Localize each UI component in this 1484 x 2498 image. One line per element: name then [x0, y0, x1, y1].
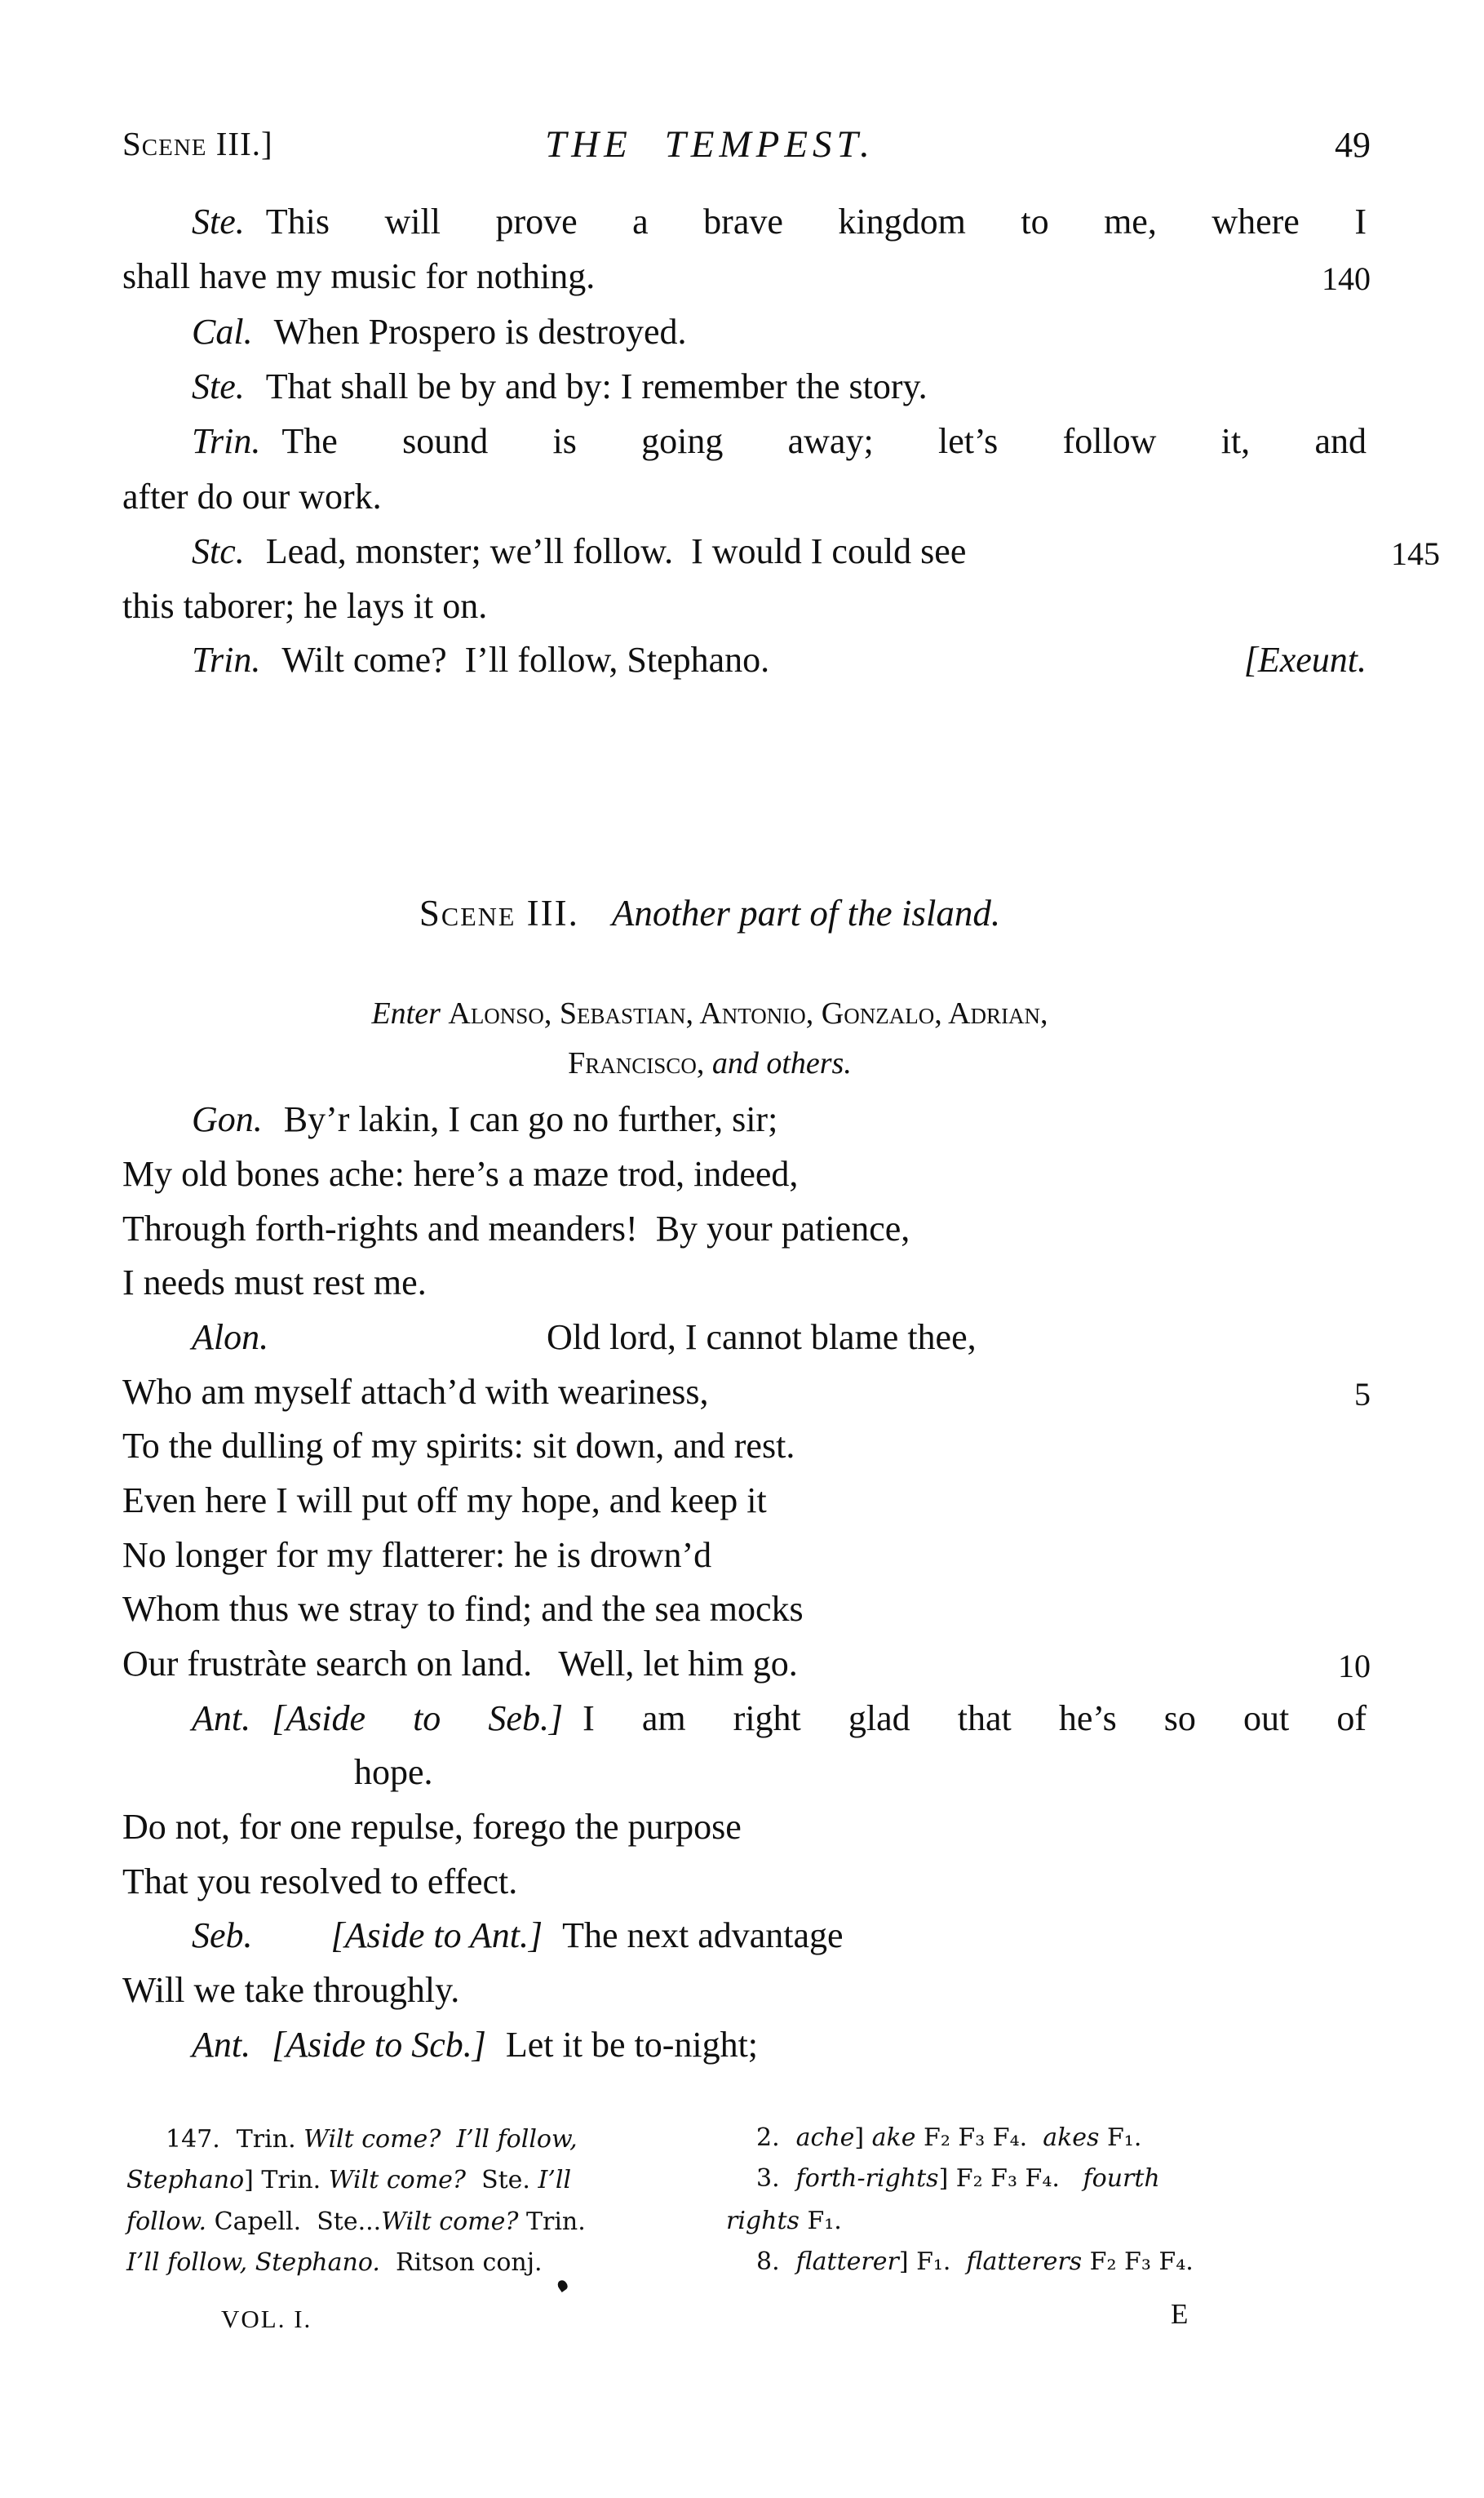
- dialogue-line: [122, 584, 1297, 628]
- footnote-text: ache: [795, 2123, 855, 2152]
- dialogue-line: [122, 310, 1367, 354]
- footnote-text: follow.: [126, 2207, 207, 2236]
- verse-line: [122, 1968, 1297, 2012]
- footnote-text: ]: [854, 2123, 872, 2152]
- line-number: 5: [1354, 1376, 1371, 1413]
- speech-prefix: Ste.: [192, 366, 245, 406]
- footnote-text: ake: [871, 2123, 916, 2152]
- verse-line: [122, 1533, 1297, 1577]
- verse-text: Old lord, I cannot blame thee,: [547, 1317, 977, 1357]
- dialogue-line: [122, 255, 1371, 299]
- volume-label: VOL. I.: [221, 2305, 312, 2333]
- verse-line: [122, 1805, 1297, 1849]
- entrance-names: Francisco,: [568, 1046, 705, 1080]
- footnote-text: Capell. Ste...: [206, 2207, 382, 2236]
- verse-line: [122, 1261, 1297, 1305]
- footnote-text: Ste.: [466, 2166, 538, 2194]
- speech-prefix: Ste.: [192, 202, 245, 242]
- footnote-text: F₂ F₃ F₄.: [1082, 2247, 1194, 2276]
- footnote-text: forth-rights: [795, 2164, 939, 2193]
- footnote-text: ] F₁.: [898, 2247, 967, 2276]
- footnote-line: [126, 2122, 745, 2158]
- verse-line: [122, 2023, 1367, 2067]
- line-number: 140: [1322, 260, 1371, 297]
- verse-line: [122, 1316, 1367, 1360]
- page-number: 49: [1335, 125, 1371, 165]
- aside-direction: [Aside to Scb.]: [272, 2025, 486, 2065]
- verse-line: [122, 1587, 1297, 1631]
- aside-direction: [Aside to Ant.]: [330, 1915, 543, 1955]
- footnote-text: akes: [1043, 2123, 1100, 2152]
- verse-text: By’r lakin, I can go no further, sir;: [283, 1099, 778, 1139]
- verse-line: [122, 1860, 1297, 1904]
- footnote-text: Trin.: [236, 2125, 304, 2154]
- stage-direction-exit: [Exeunt.: [1243, 640, 1367, 680]
- line-number: 10: [1338, 1648, 1371, 1684]
- dialogue-text: Lead, monster; we’ll follow. I would I could see: [265, 531, 967, 571]
- footnote-line: [726, 2161, 1336, 2197]
- footnote-text: Stephano: [126, 2166, 245, 2194]
- footnote-line: [726, 2203, 1305, 2239]
- scene-heading: [122, 891, 1297, 935]
- footnote-text: F₁.: [1099, 2123, 1142, 2152]
- footnote-text: flatterers: [966, 2247, 1083, 2276]
- verse-text: hope.: [354, 1752, 433, 1792]
- page-header: [122, 123, 1371, 166]
- footnote-line: [726, 2120, 1336, 2156]
- speech-prefix: Alon.: [192, 1317, 269, 1357]
- footnote-text: I’ll: [538, 2166, 572, 2194]
- footnote-text: rights: [726, 2207, 800, 2235]
- verse-line: [122, 1098, 1367, 1142]
- entrance-names: Alonso, Sebastian, Antonio, Gonzalo, Adrian,: [448, 996, 1048, 1031]
- line-number: 145: [1391, 535, 1440, 572]
- dialogue-text: this taborer; he lays it on.: [122, 586, 488, 626]
- footnote-line: [126, 2245, 706, 2281]
- dialogue-text: Wilt come? I’ll follow, Stephano.: [281, 640, 770, 680]
- verse-line: [122, 1370, 1371, 1414]
- footnote-text: fourth: [1083, 2164, 1160, 2193]
- dialogue-line: [122, 200, 1367, 244]
- dialogue-line: [122, 638, 1367, 682]
- verse-line: [122, 1697, 1367, 1741]
- dialogue-line: [122, 530, 1440, 574]
- verse-text: My old bones ache: here’s a maze trod, indeed,: [122, 1154, 799, 1194]
- verse-line: [122, 1642, 1371, 1686]
- dialogue-text: The sound is going away; let’s follow it, and: [281, 421, 1367, 461]
- footnote-number: 3.: [756, 2164, 780, 2193]
- scene-location: Another part of the island.: [611, 893, 1001, 934]
- footnote-number: 147.: [166, 2125, 220, 2154]
- verse-line: [122, 1750, 1484, 1795]
- footnote-line: [126, 2204, 706, 2240]
- speech-prefix: Trin.: [192, 640, 261, 680]
- speech-prefix: Ant.: [192, 1698, 251, 1738]
- verse-text: The next advantage: [562, 1915, 844, 1955]
- speech-prefix: Seb.: [192, 1915, 253, 1955]
- verse-text: Let it be to-night;: [505, 2025, 759, 2065]
- footnote-text: Wilt come? I’ll follow,: [303, 2125, 578, 2154]
- entrance-direction-line: [122, 992, 1297, 1036]
- verse-line: [122, 1424, 1297, 1468]
- dialogue-text: When Prospero is destroyed.: [273, 312, 687, 352]
- verse-text: I needs must rest me.: [122, 1262, 427, 1302]
- footnote-text: ] F₂ F₃ F₄.: [938, 2164, 1083, 2193]
- running-scene-label: Scene III.]: [122, 125, 273, 162]
- footnote-number: 2.: [756, 2123, 780, 2152]
- verse-line: [122, 1479, 1297, 1523]
- verse-text: Do not, for one repulse, forego the purpose: [122, 1807, 742, 1847]
- verse-text: No longer for my flatterer: he is drown’d: [122, 1535, 712, 1575]
- speech-prefix: Ant.: [192, 2025, 251, 2065]
- footnote-text: F₁.: [799, 2207, 842, 2235]
- footnote-text: Ritson conj.: [379, 2248, 543, 2277]
- verse-line: [122, 1914, 1367, 1958]
- dialogue-text: shall have my music for nothing.: [122, 256, 596, 296]
- enter-word: Enter: [371, 996, 441, 1031]
- footnote-number: 8.: [756, 2247, 780, 2276]
- dialogue-line: [122, 365, 1367, 409]
- verse-line: [122, 1152, 1297, 1196]
- verse-line: [122, 1207, 1297, 1251]
- dialogue-line: [122, 475, 1297, 519]
- verse-text: Who am myself attach’d with weariness,: [122, 1372, 709, 1412]
- footnote-text: Wilt come?: [328, 2166, 466, 2194]
- footnote-text: F₂ F₃ F₄.: [915, 2123, 1043, 2152]
- verse-text: I am right glad that he’s so out of: [583, 1698, 1367, 1738]
- page-title: THE TEMPEST.: [545, 123, 875, 166]
- dialogue-text: after do our work.: [122, 477, 382, 517]
- dialogue-line: [122, 419, 1367, 464]
- speech-prefix: Stc.: [192, 531, 245, 571]
- footnote-text: I’ll follow, Stephano.: [126, 2248, 380, 2277]
- verse-text: Will we take throughly.: [122, 1970, 460, 2010]
- verse-text: Through forth-rights and meanders! By your patience,: [122, 1209, 910, 1249]
- footnote-line: [726, 2244, 1336, 2280]
- footnote-text: ] Trin.: [244, 2166, 329, 2194]
- speech-prefix: Trin.: [192, 421, 261, 461]
- dialogue-text: This will prove a brave kingdom to me, where I: [265, 202, 1367, 242]
- verse-text: Our frustràte search on land. Well, let him go.: [122, 1644, 798, 1684]
- speech-prefix: Cal.: [192, 312, 253, 352]
- verse-text: Whom thus we stray to find; and the sea mocks: [122, 1589, 804, 1629]
- verse-text: That you resolved to effect.: [122, 1861, 518, 1901]
- dialogue-text: That shall be by and by: I remember the story.: [265, 366, 928, 406]
- entrance-others: and others.: [711, 1046, 852, 1080]
- footnote-line: [126, 2163, 706, 2199]
- signature-mark: E: [1171, 2298, 1189, 2330]
- verse-text: Even here I will put off my hope, and keep it: [122, 1480, 767, 1520]
- verse-text: To the dulling of my spirits: sit down, and rest.: [122, 1426, 795, 1466]
- footnote-text: flatterer: [795, 2247, 899, 2276]
- footnote-text: Trin.: [518, 2207, 586, 2236]
- entrance-direction-line: [122, 1041, 1297, 1085]
- footnote-text: Wilt come?: [381, 2207, 519, 2236]
- scene-heading-label: Scene III.: [419, 893, 579, 934]
- aside-direction: [Aside to Seb.]: [272, 1698, 564, 1738]
- speech-prefix: Gon.: [192, 1099, 263, 1139]
